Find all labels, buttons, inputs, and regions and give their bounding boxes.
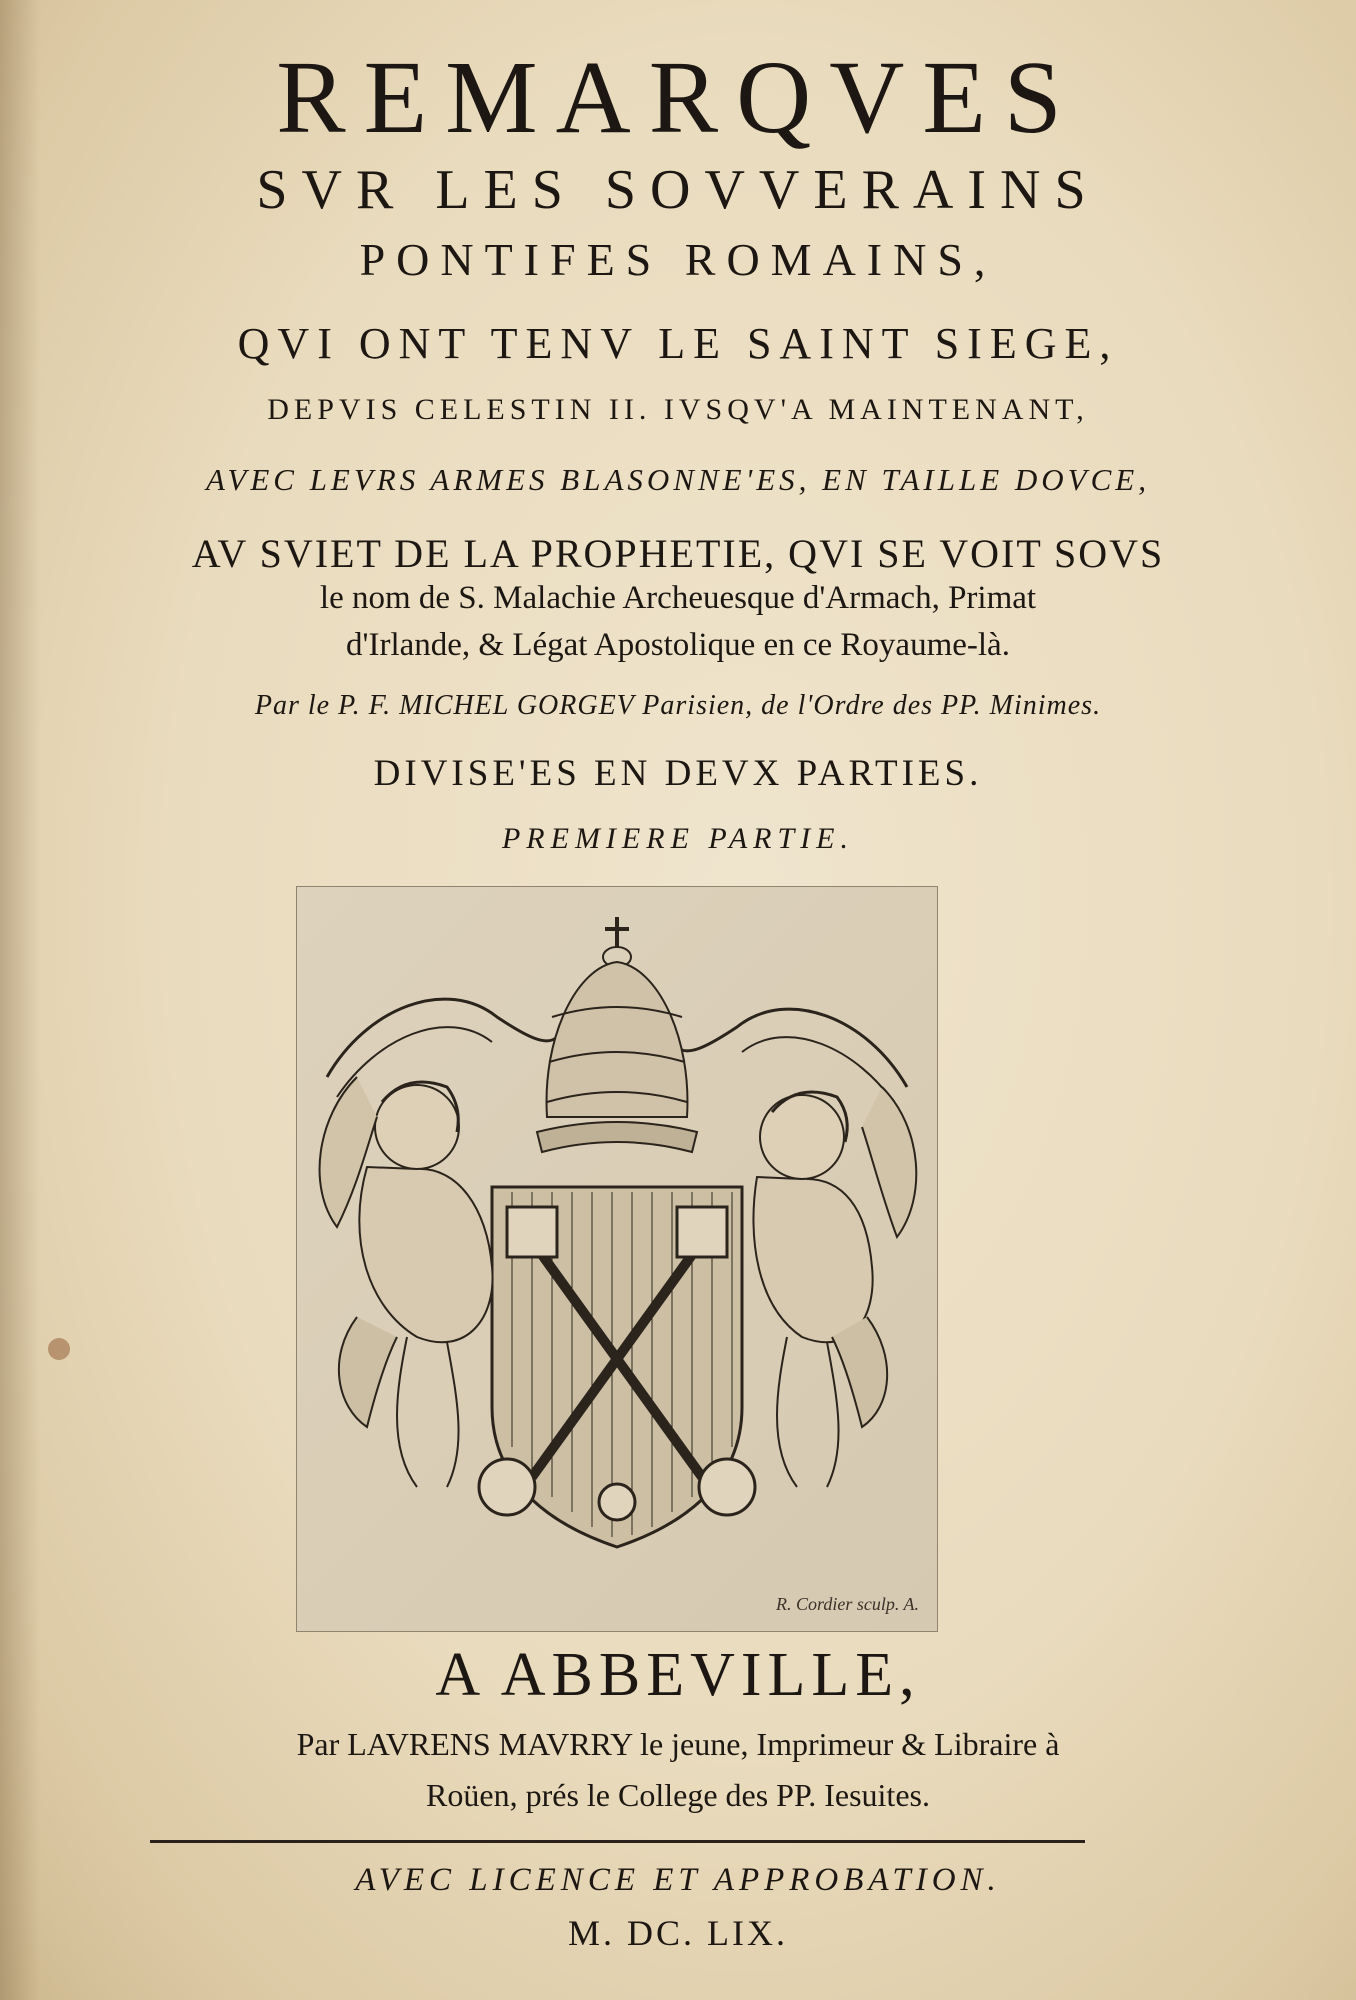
imprint-place: A ABBEVILLE, xyxy=(435,1641,921,1709)
year-line: M. DC. LIX. xyxy=(568,1913,788,1953)
printer-line-2: Roüen, prés le College des PP. Iesuites. xyxy=(426,1777,930,1813)
part-one-line: PREMIERE PARTIE. xyxy=(501,822,855,855)
title-line-5: DEPVIS CELESTIN II. IVSQV'A MAINTENANT, xyxy=(267,393,1089,426)
license-line: AVEC LICENCE ET APPROBATION. xyxy=(355,1862,1001,1898)
printer-line-1: Par LAVRENS MAVRRY le jeune, Imprimeur & Libraire à xyxy=(296,1726,1060,1762)
title-line-6: AVEC LEVRS ARMES BLASONNE'ES, EN TAILLE DOVCE, xyxy=(206,462,1150,497)
title-line-2: SVR LES SOVVERAINS xyxy=(256,159,1100,221)
title-line-4: QVI ONT TENV LE SAINT SIEGE, xyxy=(237,319,1119,368)
papal-arms-engraving xyxy=(296,886,938,1632)
title-line-3: PONTIFES ROMAINS, xyxy=(359,234,997,285)
engraver-signature: R. Cordier sculp. A. xyxy=(776,1594,919,1614)
subject-line-2: le nom de S. Malachie Archeuesque d'Armach, Primat xyxy=(319,580,1037,616)
parts-line: DIVISE'ES EN DEVX PARTIES. xyxy=(373,753,983,794)
horizontal-rule xyxy=(150,1840,1085,1843)
title-line-1: REMARQVES xyxy=(276,40,1080,155)
subject-line-1: AV SVIET DE LA PROPHETIE, QVI SE VOIT SOVS xyxy=(191,531,1165,576)
coat-of-arms-illustration xyxy=(297,887,937,1631)
subject-line-3: d'Irlande, & Légat Apostolique en ce Royaume-là. xyxy=(346,627,1010,663)
foxing-stain xyxy=(48,1338,70,1360)
author-line: Par le P. F. MICHEL GORGEV Parisien, de l'Ordre des PP. Minimes. xyxy=(254,690,1102,721)
